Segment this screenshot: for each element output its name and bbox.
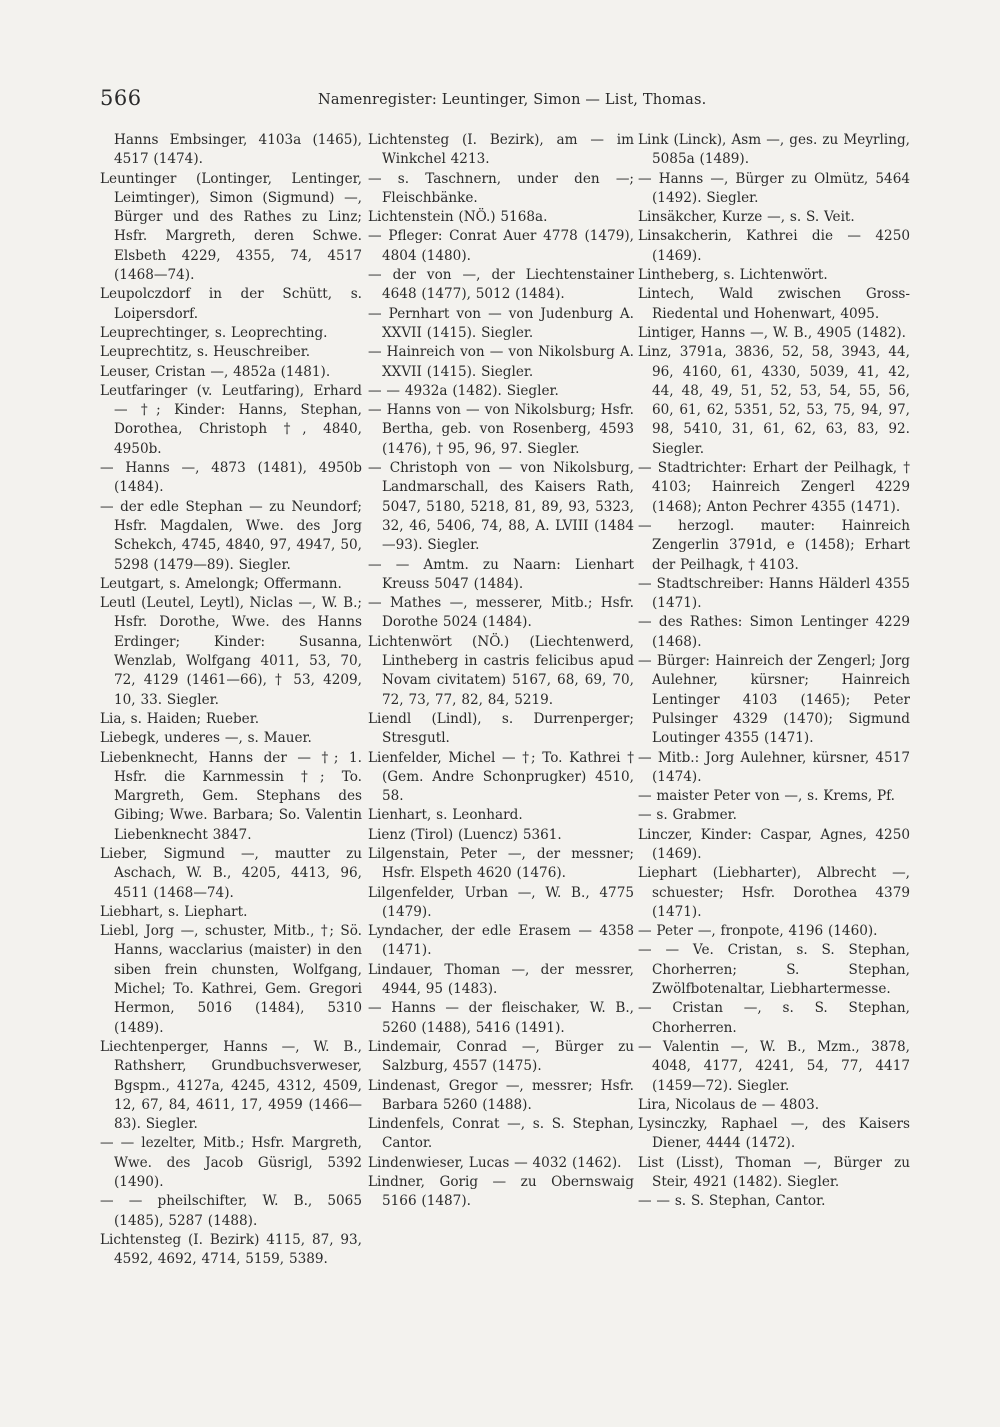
index-entry: — Christoph von — von Nikolsburg, Landmarschall, des Kaisers Rath, 5047, 5180, 5218, 81, 89, 93, 5323, 32, 46, 5406, 74, 88, A. LVIII (1484—93). Siegler. — [368, 460, 634, 554]
page-number: 566 — [100, 86, 142, 110]
index-column-3 — [638, 131, 910, 1212]
index-entry: Lichtenstein (NÖ.) 5168a. — [368, 209, 548, 226]
index-entry: Liebl, Jorg —, schuster, Mitb., †; Sö. Hanns, wacclarius (maister) in den siben frein chunsten, Wolfgang, Michel; To. Kathrei, Gem. Gregori Hermon, 5016 (1484), 5310 (1489). — [100, 923, 362, 1036]
index-entry: — Hainreich von — von Nikolsburg A. XXVII (1415). Siegler. — [368, 344, 634, 380]
index-entry: Lilgenfelder, Urban —, W. B., 4775 (1479). — [368, 884, 634, 920]
index-entry: Lintiger, Hanns —, W. B., 4905 (1482). — [638, 324, 906, 341]
index-entry: — Cristan —, s. S. Stephan, Chorherren. — [638, 1000, 910, 1036]
index-entry: Lilgenstain, Peter —, der messner; Hsfr. Elspeth 4620 (1476). — [368, 845, 634, 882]
index-entry: — Peter —, fronpote, 4196 (1460). — [638, 923, 878, 940]
index-entry: — — 4932a (1482). Siegler. — [368, 382, 559, 399]
index-entry: — — lezelter, Mitb.; Hsfr. Margreth, Wwe. des Jacob Güsrigl, 5392 (1490). — [100, 1135, 362, 1191]
index-entry: Leutfaringer (v. Leutfaring), Erhard — †; Kinder: Hanns, Stephan, Dorothea, Christoph †, 4840, 4950b. — [100, 382, 362, 457]
index-entry: — — Ve. Cristan, s. S. Stephan, Chorherren; S. Stephan, Zwölfbotenaltar, Liebhartermesse. — [638, 942, 910, 998]
index-entry: Lintheberg, s. Lichtenwört. — [638, 267, 828, 284]
index-entry: Lia, s. Haiden; Rueber. — [100, 710, 260, 727]
index-entry: — Mathes —, messerer, Mitb.; Hsfr. Dorothe 5024 (1484). — [368, 595, 634, 631]
index-entry: — Hanns —, Bürger zu Olmütz, 5464 (1492). Siegler. — [638, 170, 910, 206]
index-entry: — — Amtm. zu Naarn: Lienhart Kreuss 5047 (1484). — [368, 556, 634, 592]
index-entry: Lieber, Sigmund —, mautter zu Aschach, W. B., 4205, 4413, 96, 4511 (1468—74). — [100, 845, 362, 901]
index-entry: Hanns Embsinger, 4103a (1465), 4517 (1474). — [114, 132, 362, 168]
index-entry: — Bürger: Hainreich der Zengerl; Jorg Aulehner, kürsner; Hainreich Lentinger 4103 (1465); Peter Pulsinger 4329 (1470); Sigmund Loutinger 4355 (1471). — [638, 653, 910, 747]
index-entry: Linczer, Kinder: Caspar, Agnes, 4250 (1469). — [638, 826, 910, 862]
index-entry: Linsakcherin, Kathrei die — 4250 (1469). — [638, 228, 910, 264]
index-entry: Lindemair, Conrad —, Bürger zu Salzburg, 4557 (1475). — [368, 1038, 634, 1075]
index-entry: Leupolczdorf in der Schütt, s. Loipersdorf. — [100, 286, 362, 322]
index-entry: — der von —, der Liechtenstainer 4648 (1477), 5012 (1484). — [368, 267, 634, 303]
index-entry: Liendl (Lindl), s. Durrenperger; Stresgutl. — [368, 710, 634, 747]
index-entry: — Valentin —, W. B., Mzm., 3878, 4048, 4177, 4241, 54, 77, 4417 (1459—72). Siegler. — [638, 1038, 910, 1094]
index-entry: Lindner, Gorig — zu Obernswaig 5166 (1487). — [368, 1174, 634, 1210]
index-entry: Lira, Nicolaus de — 4803. — [638, 1096, 820, 1113]
index-entry: Lindenfels, Conrat —, s. S. Stephan, Cantor. — [368, 1116, 634, 1152]
index-entry: Lintech, Wald zwischen Gross-Riedental und Hohenwart, 4095. — [638, 286, 910, 322]
index-entry: Link (Linck), Asm —, ges. zu Meyrling, 5085a (1489). — [638, 132, 910, 168]
index-entry: Liephart (Liebharter), Albrecht —, schuester; Hsfr. Dorothea 4379 (1471). — [638, 865, 910, 920]
index-entry: Lindenwieser, Lucas — 4032 (1462). — [368, 1154, 622, 1171]
index-entry: Lichtenwört (NÖ.) (Liechtenwerd, Lintheberg in castris felicibus apud Novam civitatem) 5167, 68, 69, 70, 72, 73, 77, 82, 84, 5219. — [368, 633, 634, 708]
index-entry: Leuser, Cristan —, 4852a (1481). — [100, 363, 331, 380]
index-entry: Lienhart, s. Leonhard. — [368, 807, 523, 824]
index-entry: — Stadtschreiber: Hanns Hälderl 4355 (1471). — [638, 575, 910, 612]
index-entry: — herzogl. mauter: Hainreich Zengerlin 3791d, e (1458); Erhart der Peilhagk, † 4103. — [638, 517, 910, 573]
index-entry: Liebhart, s. Liephart. — [100, 903, 248, 920]
index-entry: Liechtenperger, Hanns —, W. B., Rathsherr, Grundbuchsverweser, Bgspm., 4127a, 4245, 4312, 4509, 12, 67, 84, 4611, 17, 4959 (1466—83). Siegler. — [100, 1038, 362, 1133]
index-entry: — s. Taschnern, under den —; Fleischbänke. — [368, 170, 634, 206]
index-entry: Leutgart, s. Amelongk; Offermann. — [100, 575, 342, 592]
index-entry: Lindenast, Gregor —, messrer; Hsfr. Barbara 5260 (1488). — [368, 1077, 634, 1113]
index-entry: — Pfleger: Conrat Auer 4778 (1479), 4804 (1480). — [368, 228, 634, 264]
index-entry: Leuntinger (Lontinger, Lentinger, Leimtinger), Simon (Sigmund) —, Bürger und des Rathes zu Linz; Hsfr. Margreth, deren Schwe. Elsbeth 4229, 4355, 74, 4517 (1468—74). — [100, 170, 362, 284]
index-entry: Leuprechtitz, s. Heuschreiber. — [100, 344, 311, 361]
index-entry: Linz, 3791a, 3836, 52, 58, 3943, 44, 96, 4160, 61, 4330, 5039, 41, 42, 44, 48, 49, 51, 52, 53, 54, 55, 56, 60, 61, 62, 5351, 52, 53, 75, 94, 97, 98, 5410, 31, 61, 62, 63, 83, 92. Siegler. — [638, 344, 910, 457]
index-entry: Lichtensteg (I. Bezirk) 4115, 87, 93, 4592, 4692, 4714, 5159, 5389. — [100, 1231, 362, 1268]
index-entry: Linsäkcher, Kurze —, s. S. Veit. — [638, 209, 855, 226]
index-entry: — Hanns — der fleischaker, W. B., 5260 (1488), 5416 (1491). — [368, 1000, 634, 1036]
index-entry: Lienz (Tirol) (Luencz) 5361. — [368, 826, 562, 843]
index-entry: — — pheilschifter, W. B., 5065 (1485), 5287 (1488). — [100, 1193, 362, 1229]
index-entry: — s. Grabmer. — [638, 807, 737, 824]
index-column-2 — [368, 131, 634, 1212]
index-entry: — Mitb.: Jorg Aulehner, kürsner, 4517 (1474). — [638, 749, 910, 785]
index-entry: Liebenknecht, Hanns der — †; 1. Hsfr. die Karnmessin †; To. Margreth, Gem. Stephans des Gibing; Wwe. Barbara; So. Valentin Liebenknecht 3847. — [100, 749, 362, 843]
index-entry: Lindauer, Thoman —, der messrer, 4944, 95 (1483). — [368, 961, 634, 998]
index-entry: — Hanns von — von Nikolsburg; Hsfr. Bertha, geb. von Rosenberg, 4593 (1476), † 95, 96, 97. Siegler. — [368, 402, 634, 457]
index-entry: Lysinczky, Raphael —, des Kaisers Diener, 4444 (1472). — [638, 1116, 910, 1152]
index-entry: Lienfelder, Michel — †; To. Kathrei † (Gem. Andre Schonprugker) 4510, 58. — [368, 749, 634, 805]
index-entry: — des Rathes: Simon Lentinger 4229 (1468). — [638, 614, 910, 650]
index-entry: — Hanns —, 4873 (1481), 4950b (1484). — [100, 460, 362, 496]
index-entry: List (Lisst), Thoman —, Bürger zu Steir, 4921 (1482). Siegler. — [638, 1154, 910, 1191]
index-entry: Liebegk, underes —, s. Mauer. — [100, 730, 312, 747]
running-head: Namenregister: Leuntinger, Simon — List, Thomas. — [318, 92, 707, 108]
index-entry: Lichtensteg (I. Bezirk), am — im Winkchel 4213. — [368, 132, 634, 168]
index-column-1 — [100, 131, 362, 1270]
index-entry: Lyndacher, der edle Erasem — 4358 (1471). — [368, 923, 634, 959]
index-entry: — Pernhart von — von Judenburg A. XXVII (1415). Siegler. — [368, 305, 634, 341]
index-entry: Leutl (Leutel, Leytl), Niclas —, W. B.; Hsfr. Dorothe, Wwe. des Hanns Erdinger; Kinder: Susanna, Wenzlab, Wolfgang 4011, 53, 70, 72, 4129 (1461—66), † 53, 4209, 10, 33. Siegler. — [100, 595, 362, 708]
index-entry: Leuprechtinger, s. Leoprechting. — [100, 324, 328, 341]
index-entry: — — s. S. Stephan, Cantor. — [638, 1193, 826, 1210]
index-entry: — der edle Stephan — zu Neundorf; Hsfr. Magdalen, Wwe. des Jorg Schekch, 4745, 4840, 97, 4947, 50, 5298 (1479—89). Siegler. — [100, 498, 362, 573]
index-entry: — maister Peter von —, s. Krems, Pf. — [638, 788, 895, 805]
index-entry: — Stadtrichter: Erhart der Peilhagk, † 4103; Hainreich Zengerl 4229 (1468); Anton Pechrer 4355 (1471). — [638, 460, 910, 515]
